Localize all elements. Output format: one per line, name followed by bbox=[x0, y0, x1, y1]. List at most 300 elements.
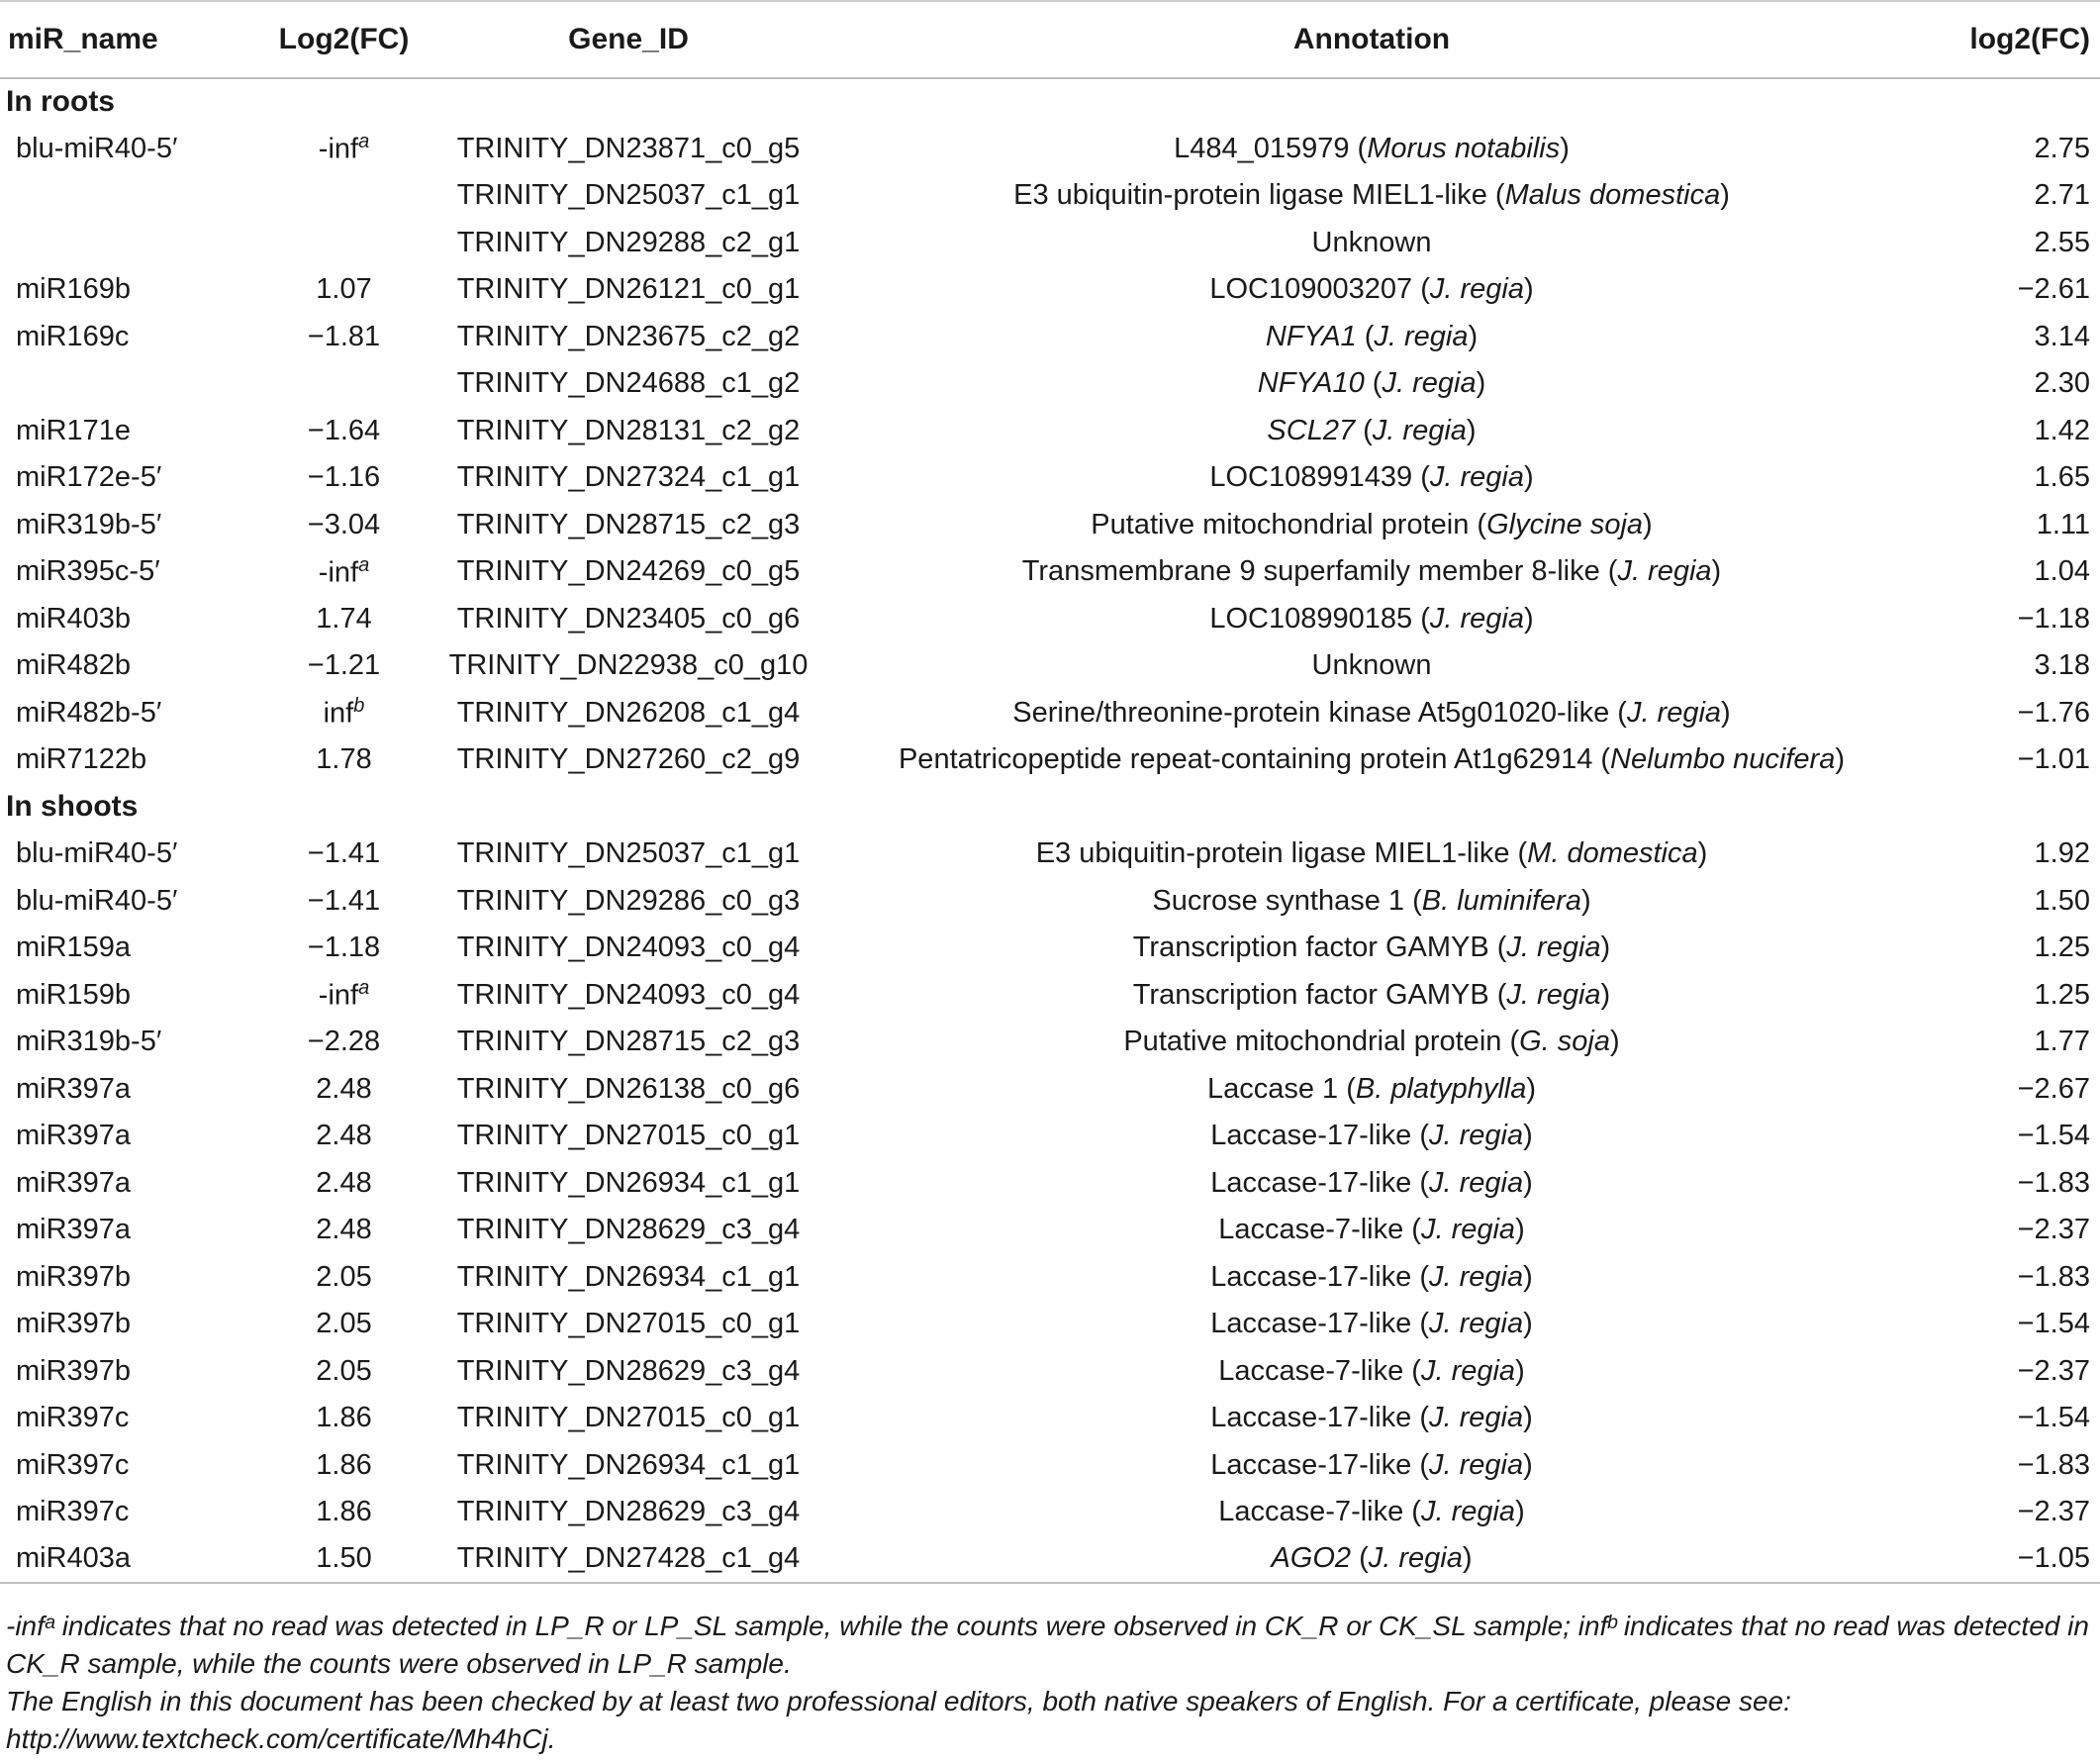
cell-mir-name: miR403a bbox=[0, 1536, 247, 1584]
cell-log2fc-target: −1.83 bbox=[2017, 1260, 2090, 1293]
annotation-segment: Laccase-17-like ( bbox=[1210, 1260, 1430, 1293]
annotation-segment: L484_015979 ( bbox=[1174, 132, 1368, 164]
section-row bbox=[0, 78, 2100, 126]
cell-log2fc-target: −1.54 bbox=[2017, 1402, 2090, 1434]
log2fc-value: 2.05 bbox=[316, 1260, 372, 1293]
annotation-segment: Pentatricopeptide repeat-containing protein At1g62914 ( bbox=[898, 743, 1611, 776]
log2fc-value: 2.48 bbox=[316, 1166, 372, 1199]
cell-gene-id: TRINITY_DN29286_c0_g3 bbox=[456, 884, 801, 917]
annotation-segment: LOC108991439 ( bbox=[1209, 461, 1430, 494]
annotation-segment: Transmembrane 9 superfamily member 8-like ( bbox=[1021, 555, 1618, 588]
cell-log2fc bbox=[247, 1442, 440, 1490]
annotation-segment: E3 ubiquitin-protein ligase MIEL1-like ( bbox=[1013, 179, 1505, 212]
annotation-segment: J. regia bbox=[1626, 696, 1722, 729]
cell-log2fc bbox=[247, 454, 440, 502]
annotation-segment: ) bbox=[1526, 1072, 1537, 1105]
header-mir-name: miR_name bbox=[0, 1, 247, 78]
annotation-segment: NFYA1 bbox=[1265, 320, 1357, 352]
cell-log2fc-target: 1.77 bbox=[2034, 1026, 2090, 1058]
cell-log2fc bbox=[247, 1395, 440, 1442]
cell-annotation bbox=[816, 1395, 1927, 1442]
annotation-segment: ) bbox=[1697, 837, 1708, 870]
log2fc-value: 1.86 bbox=[316, 1496, 372, 1528]
table-body bbox=[0, 78, 2100, 1583]
annotation-segment: J. regia bbox=[1429, 1166, 1524, 1199]
cell-mir-name: miR159b bbox=[16, 978, 132, 1011]
annotation-segment: LOC109003207 ( bbox=[1209, 273, 1430, 306]
cell-annotation bbox=[816, 736, 1927, 784]
annotation-segment: ( bbox=[1364, 367, 1383, 400]
annotation-segment: ( bbox=[1351, 1542, 1369, 1575]
cell-log2fc-target: −2.37 bbox=[2017, 1354, 2090, 1387]
cell-gene-id: TRINITY_DN28629_c3_g4 bbox=[456, 1354, 801, 1387]
cell-gene-id: TRINITY_DN26138_c0_g6 bbox=[456, 1072, 801, 1105]
log2fc-value: −3.04 bbox=[307, 508, 381, 540]
cell-mir-name: miR172e-5′ bbox=[16, 461, 162, 494]
annotation-segment: Morus notabilis bbox=[1367, 132, 1561, 164]
table-row bbox=[0, 126, 2100, 173]
annotation-segment: ) bbox=[1515, 1354, 1525, 1387]
cell-log2fc-target: 2.71 bbox=[2034, 179, 2090, 212]
cell-log2fc bbox=[247, 596, 440, 643]
table-row bbox=[0, 1113, 2100, 1160]
annotation-segment: J. regia bbox=[1372, 414, 1467, 446]
annotation-segment: NFYA10 bbox=[1257, 367, 1365, 400]
cell-mir-name bbox=[0, 172, 247, 220]
footnote-marker: a bbox=[358, 977, 370, 1000]
annotation-segment: E3 ubiquitin-protein ligase MIEL1-like ( bbox=[1035, 837, 1528, 870]
annotation-segment: ) bbox=[1523, 273, 1534, 306]
table-row bbox=[0, 642, 2100, 690]
annotation-segment: J. regia bbox=[1506, 978, 1601, 1011]
cell-gene-id: TRINITY_DN25037_c1_g1 bbox=[456, 179, 801, 212]
cell-log2fc bbox=[247, 502, 440, 549]
cell-gene-id: TRINITY_DN26934_c1_g1 bbox=[456, 1166, 801, 1199]
table-row bbox=[0, 1489, 2100, 1536]
footnote-english-certificate: The English in this document has been checked by at least two professional editors, both native speakers of English. For a certificate, please see: http://www.textcheck.com/certificate/Mh4hCj. bbox=[6, 1686, 1791, 1754]
cell-gene-id: TRINITY_DN27260_c2_g9 bbox=[456, 743, 801, 776]
header-log2fc-target: log2(FC) bbox=[1927, 1, 2100, 78]
annotation-segment: Laccase-17-like ( bbox=[1210, 1448, 1430, 1481]
cell-log2fc bbox=[247, 266, 440, 314]
table-row bbox=[0, 831, 2100, 878]
log2fc-value: −1.81 bbox=[307, 320, 381, 352]
cell-mir-name: miR169c bbox=[16, 320, 130, 352]
annotation-segment: Serine/threonine-protein kinase At5g01020-like ( bbox=[1012, 696, 1627, 729]
log2fc-value: −1.21 bbox=[307, 649, 381, 682]
footnote-inf: -infᵃ indicates that no read was detected in LP_R or LP_SL sample, while the counts were observed in CK_R or CK_SL sample; infᵇ indicates that no read was detected in CK_R sample, while the counts were observed in LP_R sample. bbox=[6, 1611, 2089, 1679]
table-row bbox=[0, 408, 2100, 455]
header-log2fc: Log2(FC) bbox=[247, 1, 440, 78]
cell-mir-name: miR482b bbox=[16, 649, 132, 682]
cell-mir-name: miR159a bbox=[16, 931, 132, 964]
table-row bbox=[0, 736, 2100, 784]
cell-log2fc bbox=[247, 736, 440, 784]
cell-log2fc bbox=[247, 314, 440, 361]
cell-log2fc bbox=[247, 172, 440, 220]
cell-log2fc bbox=[247, 1254, 440, 1302]
table-row bbox=[0, 925, 2100, 972]
cell-annotation bbox=[816, 314, 1927, 361]
annotation-segment: ) bbox=[1643, 508, 1653, 540]
cell-annotation bbox=[816, 1160, 1927, 1208]
log2fc-value: −1.16 bbox=[307, 461, 381, 494]
cell-gene-id: TRINITY_DN24269_c0_g5 bbox=[456, 555, 801, 588]
cell-annotation bbox=[816, 1066, 1927, 1114]
cell-mir-name: blu-miR40-5′ bbox=[16, 837, 178, 870]
table-header-row bbox=[0, 1, 2100, 78]
cell-mir-name: miR319b-5′ bbox=[16, 1026, 162, 1058]
cell-mir-name: miR397a bbox=[16, 1166, 132, 1199]
annotation-segment: ) bbox=[1560, 132, 1570, 164]
cell-annotation bbox=[816, 360, 1927, 408]
log2fc-value: -inf bbox=[318, 980, 359, 1013]
annotation-segment: J. regia bbox=[1429, 1402, 1524, 1434]
annotation-segment: ) bbox=[1515, 1496, 1525, 1528]
table-row bbox=[0, 1019, 2100, 1066]
cell-log2fc bbox=[247, 1301, 440, 1348]
table-row bbox=[0, 878, 2100, 926]
annotation-segment: Sucrose synthase 1 ( bbox=[1152, 884, 1422, 917]
cell-log2fc bbox=[247, 1066, 440, 1114]
annotation-segment: J. regia bbox=[1420, 1354, 1516, 1387]
cell-gene-id: TRINITY_DN26121_c0_g1 bbox=[456, 273, 801, 306]
cell-gene-id: TRINITY_DN25037_c1_g1 bbox=[456, 837, 801, 870]
cell-mir-name bbox=[0, 360, 247, 408]
cell-gene-id: TRINITY_DN24093_c0_g4 bbox=[456, 931, 801, 964]
annotation-segment: ( bbox=[1355, 414, 1373, 446]
cell-gene-id: TRINITY_DN28715_c2_g3 bbox=[456, 508, 801, 540]
log2fc-value: −2.28 bbox=[307, 1026, 381, 1058]
table-row bbox=[0, 1207, 2100, 1254]
cell-annotation bbox=[816, 972, 1927, 1020]
cell-mir-name: miR7122b bbox=[16, 743, 147, 776]
cell-log2fc bbox=[247, 1207, 440, 1254]
cell-log2fc-target: 3.18 bbox=[2034, 649, 2090, 682]
cell-annotation bbox=[816, 690, 1927, 737]
section-title: In roots bbox=[6, 85, 115, 119]
cell-mir-name: miR397a bbox=[16, 1214, 132, 1246]
cell-gene-id: TRINITY_DN28715_c2_g3 bbox=[456, 1026, 801, 1058]
annotation-segment: ) bbox=[1523, 1120, 1533, 1152]
table-row bbox=[0, 972, 2100, 1020]
cell-gene-id: TRINITY_DN28629_c3_g4 bbox=[456, 1496, 801, 1528]
annotation-segment: ) bbox=[1523, 602, 1534, 635]
annotation-segment: ) bbox=[1580, 884, 1591, 917]
log2fc-value: 1.78 bbox=[316, 743, 372, 776]
cell-log2fc-target: −2.37 bbox=[2017, 1496, 2090, 1528]
cell-annotation bbox=[816, 1207, 1927, 1254]
cell-mir-name: miR397a bbox=[16, 1120, 132, 1152]
header-annotation: Annotation bbox=[816, 1, 1927, 78]
cell-annotation bbox=[816, 831, 1927, 878]
annotation-segment: ) bbox=[1476, 367, 1486, 400]
cell-annotation bbox=[816, 1348, 1927, 1396]
cell-gene-id: TRINITY_DN24093_c0_g4 bbox=[456, 978, 801, 1011]
annotation-segment: Unknown bbox=[1311, 226, 1432, 258]
table-row bbox=[0, 690, 2100, 737]
cell-log2fc bbox=[247, 642, 440, 690]
cell-annotation bbox=[816, 878, 1927, 926]
log2fc-value: 2.05 bbox=[316, 1354, 372, 1387]
table-row bbox=[0, 314, 2100, 361]
annotation-segment: M. domestica bbox=[1527, 837, 1698, 870]
cell-mir-name: miR397b bbox=[16, 1308, 132, 1340]
table-row bbox=[0, 1254, 2100, 1302]
cell-log2fc-target: −1.54 bbox=[2017, 1120, 2090, 1152]
annotation-segment: J. regia bbox=[1368, 1542, 1463, 1575]
cell-log2fc bbox=[247, 972, 440, 1020]
cell-annotation bbox=[816, 642, 1927, 690]
cell-gene-id: TRINITY_DN24688_c1_g2 bbox=[456, 367, 801, 400]
table-row bbox=[0, 1395, 2100, 1442]
annotation-segment: J. regia bbox=[1617, 555, 1712, 588]
table-row bbox=[0, 220, 2100, 267]
log2fc-value: −1.41 bbox=[307, 837, 381, 870]
annotation-segment: ) bbox=[1523, 1448, 1533, 1481]
cell-annotation bbox=[816, 1113, 1927, 1160]
annotation-segment: Putative mitochondrial protein ( bbox=[1091, 508, 1487, 540]
cell-log2fc-target: 2.75 bbox=[2034, 132, 2090, 164]
cell-log2fc bbox=[247, 548, 440, 596]
log2fc-value: 1.86 bbox=[316, 1402, 372, 1434]
cell-mir-name: miR397b bbox=[16, 1354, 132, 1387]
cell-mir-name: blu-miR40-5′ bbox=[16, 884, 178, 917]
annotation-segment: ) bbox=[1523, 1402, 1533, 1434]
cell-annotation bbox=[816, 1536, 1927, 1584]
annotation-segment: ) bbox=[1600, 931, 1611, 964]
cell-log2fc-target: −1.83 bbox=[2017, 1448, 2090, 1481]
cell-gene-id: TRINITY_DN27428_c1_g4 bbox=[440, 1536, 816, 1584]
cell-log2fc-target: −1.18 bbox=[2017, 602, 2090, 635]
cell-log2fc-target: 1.65 bbox=[2034, 461, 2090, 494]
annotation-segment: ) bbox=[1523, 461, 1534, 494]
table-row bbox=[0, 548, 2100, 596]
annotation-segment: J. regia bbox=[1429, 461, 1524, 494]
cell-log2fc bbox=[247, 690, 440, 737]
cell-log2fc-target: 1.04 bbox=[2034, 555, 2090, 588]
annotation-segment: Laccase 1 ( bbox=[1206, 1072, 1356, 1105]
annotation-segment: Laccase-7-like ( bbox=[1218, 1354, 1421, 1387]
annotation-segment: ) bbox=[1835, 743, 1846, 776]
cell-annotation bbox=[816, 1442, 1927, 1490]
cell-gene-id: TRINITY_DN27324_c1_g1 bbox=[456, 461, 801, 494]
cell-gene-id: TRINITY_DN26934_c1_g1 bbox=[456, 1260, 801, 1293]
table-row bbox=[0, 1442, 2100, 1490]
cell-log2fc-target: 1.50 bbox=[2034, 884, 2090, 917]
cell-annotation bbox=[816, 1254, 1927, 1302]
cell-log2fc bbox=[247, 1536, 440, 1584]
cell-mir-name: miR397c bbox=[16, 1496, 130, 1528]
annotation-segment: ) bbox=[1600, 978, 1611, 1011]
cell-log2fc bbox=[247, 1489, 440, 1536]
table-row bbox=[0, 502, 2100, 549]
cell-mir-name: miR397c bbox=[16, 1402, 130, 1434]
cell-gene-id: TRINITY_DN23871_c0_g5 bbox=[456, 132, 801, 164]
cell-annotation bbox=[816, 548, 1927, 596]
annotation-segment: J. regia bbox=[1429, 1260, 1524, 1293]
annotation-segment: ( bbox=[1356, 320, 1375, 352]
table-row bbox=[0, 1160, 2100, 1208]
table-row bbox=[0, 596, 2100, 643]
cell-annotation bbox=[816, 1489, 1927, 1536]
cell-log2fc-target: 2.55 bbox=[2034, 226, 2090, 258]
annotation-segment: ) bbox=[1523, 1166, 1533, 1199]
cell-gene-id: TRINITY_DN23405_c0_g6 bbox=[456, 602, 801, 635]
log2fc-value: 2.48 bbox=[316, 1072, 372, 1105]
cell-log2fc bbox=[247, 1160, 440, 1208]
cell-annotation bbox=[816, 266, 1927, 314]
cell-log2fc bbox=[247, 360, 440, 408]
annotation-segment: Putative mitochondrial protein ( bbox=[1123, 1026, 1520, 1058]
annotation-segment: LOC108990185 ( bbox=[1209, 602, 1430, 635]
annotation-segment: ) bbox=[1468, 320, 1479, 352]
cell-annotation bbox=[816, 454, 1927, 502]
annotation-segment: J. regia bbox=[1429, 1308, 1524, 1340]
annotation-segment: Laccase-17-like ( bbox=[1210, 1166, 1430, 1199]
annotation-segment: SCL27 bbox=[1267, 414, 1356, 446]
annotation-segment: Laccase-7-like ( bbox=[1218, 1214, 1421, 1246]
cell-mir-name: miR482b-5′ bbox=[16, 696, 162, 729]
cell-annotation bbox=[816, 502, 1927, 549]
log2fc-value: 1.86 bbox=[316, 1448, 372, 1481]
table-row bbox=[0, 1301, 2100, 1348]
log2fc-value: 1.74 bbox=[316, 602, 372, 635]
annotation-segment: J. regia bbox=[1382, 367, 1477, 400]
cell-log2fc-target: 1.11 bbox=[2036, 508, 2090, 540]
footnote-marker: a bbox=[358, 131, 370, 153]
annotation-segment: Transcription factor GAMYB ( bbox=[1132, 931, 1507, 964]
annotation-segment: Transcription factor GAMYB ( bbox=[1132, 978, 1507, 1011]
annotation-segment: ) bbox=[1466, 414, 1477, 446]
cell-log2fc-target: −1.83 bbox=[2017, 1166, 2090, 1199]
cell-log2fc-target: 1.25 bbox=[2034, 931, 2090, 964]
cell-log2fc-target: −1.76 bbox=[2017, 696, 2090, 729]
cell-mir-name: miR397c bbox=[16, 1448, 130, 1481]
cell-log2fc bbox=[247, 925, 440, 972]
log2fc-value: −1.64 bbox=[307, 414, 381, 446]
log2fc-value: -inf bbox=[318, 556, 359, 589]
section-row bbox=[0, 784, 2100, 832]
table-footnotes bbox=[6, 1608, 2094, 1758]
cell-gene-id: TRINITY_DN26934_c1_g1 bbox=[456, 1448, 801, 1481]
annotation-segment: Unknown bbox=[1311, 649, 1432, 682]
annotation-segment: J. regia bbox=[1420, 1496, 1516, 1528]
cell-log2fc-target: −1.01 bbox=[2017, 743, 2090, 776]
cell-log2fc-target: 3.14 bbox=[2034, 320, 2090, 352]
cell-log2fc-target: 1.25 bbox=[2034, 978, 2090, 1011]
annotation-segment: ) bbox=[1711, 555, 1722, 588]
cell-log2fc-target: −2.61 bbox=[2017, 273, 2090, 306]
cell-log2fc bbox=[247, 126, 440, 173]
annotation-segment: ) bbox=[1523, 1308, 1533, 1340]
annotation-segment: J. regia bbox=[1429, 1448, 1524, 1481]
cell-log2fc bbox=[247, 1019, 440, 1066]
annotation-segment: G. soja bbox=[1519, 1026, 1610, 1058]
annotation-segment: Nelumbo nucifera bbox=[1610, 743, 1836, 776]
annotation-segment: ) bbox=[1720, 179, 1730, 212]
section-title: In shoots bbox=[6, 790, 139, 824]
table-row bbox=[0, 1066, 2100, 1114]
annotation-segment: B. luminifera bbox=[1421, 884, 1581, 917]
annotation-segment: J. regia bbox=[1429, 273, 1524, 306]
annotation-segment: J. regia bbox=[1506, 931, 1601, 964]
header-gene-id: Gene_ID bbox=[440, 1, 816, 78]
cell-annotation bbox=[816, 408, 1927, 455]
cell-gene-id: TRINITY_DN22938_c0_g10 bbox=[448, 649, 809, 682]
footnote-marker: a bbox=[358, 553, 370, 576]
cell-log2fc bbox=[247, 878, 440, 926]
cell-log2fc bbox=[247, 1348, 440, 1396]
log2fc-value: inf bbox=[323, 698, 354, 731]
log2fc-value: −1.18 bbox=[307, 931, 381, 964]
cell-annotation bbox=[816, 126, 1927, 173]
table-row bbox=[0, 1348, 2100, 1396]
annotation-segment: ) bbox=[1462, 1542, 1473, 1575]
cell-annotation bbox=[816, 172, 1927, 220]
annotation-segment: ) bbox=[1515, 1214, 1525, 1246]
log2fc-value: 1.07 bbox=[316, 273, 372, 306]
cell-log2fc bbox=[247, 220, 440, 267]
table-row bbox=[0, 266, 2100, 314]
cell-log2fc-target: −1.05 bbox=[1927, 1536, 2100, 1584]
cell-mir-name: miR395c-5′ bbox=[16, 555, 160, 588]
table-row bbox=[0, 172, 2100, 220]
annotation-segment: AGO2 bbox=[1271, 1542, 1352, 1575]
cell-gene-id: TRINITY_DN28131_c2_g2 bbox=[456, 414, 801, 446]
annotation-segment: J. regia bbox=[1429, 1120, 1524, 1152]
annotation-segment: J. regia bbox=[1429, 602, 1524, 635]
cell-log2fc-target: 1.92 bbox=[2034, 837, 2090, 870]
cell-log2fc-target: −1.54 bbox=[2017, 1308, 2090, 1340]
annotation-segment: ) bbox=[1721, 696, 1731, 729]
annotation-segment: J. regia bbox=[1420, 1214, 1516, 1246]
cell-mir-name: miR397a bbox=[16, 1072, 132, 1105]
cell-annotation bbox=[816, 596, 1927, 643]
table-row bbox=[0, 1536, 2100, 1584]
cell-log2fc bbox=[247, 831, 440, 878]
cell-annotation bbox=[816, 1019, 1927, 1066]
cell-log2fc-target: −2.37 bbox=[2017, 1214, 2090, 1246]
cell-annotation bbox=[816, 925, 1927, 972]
cell-gene-id: TRINITY_DN29288_c2_g1 bbox=[456, 226, 801, 258]
cell-annotation bbox=[816, 220, 1927, 267]
cell-gene-id: TRINITY_DN28629_c3_g4 bbox=[456, 1214, 801, 1246]
cell-gene-id: TRINITY_DN27015_c0_g1 bbox=[456, 1308, 801, 1340]
cell-log2fc-target: 2.30 bbox=[2034, 367, 2090, 400]
log2fc-value: −1.41 bbox=[307, 884, 381, 917]
annotation-segment: Malus domestica bbox=[1504, 179, 1721, 212]
cell-mir-name: miR169b bbox=[16, 273, 132, 306]
annotation-segment: Laccase-17-like ( bbox=[1210, 1402, 1430, 1434]
annotation-segment: ) bbox=[1609, 1026, 1620, 1058]
cell-log2fc bbox=[247, 1113, 440, 1160]
log2fc-value: 2.05 bbox=[316, 1308, 372, 1340]
annotation-segment: Laccase-7-like ( bbox=[1218, 1496, 1421, 1528]
cell-mir-name: miR403b bbox=[16, 602, 132, 635]
cell-gene-id: TRINITY_DN27015_c0_g1 bbox=[456, 1402, 801, 1434]
cell-log2fc bbox=[247, 408, 440, 455]
cell-log2fc-target: 1.42 bbox=[2034, 414, 2090, 446]
annotation-segment: J. regia bbox=[1374, 320, 1469, 352]
log2fc-value: 2.48 bbox=[316, 1120, 372, 1152]
cell-log2fc-target: −2.67 bbox=[2017, 1072, 2090, 1105]
cell-gene-id: TRINITY_DN26208_c1_g4 bbox=[456, 696, 801, 729]
table-row bbox=[0, 360, 2100, 408]
cell-annotation bbox=[816, 1301, 1927, 1348]
table-row bbox=[0, 454, 2100, 502]
log2fc-value: 1.50 bbox=[316, 1542, 372, 1575]
